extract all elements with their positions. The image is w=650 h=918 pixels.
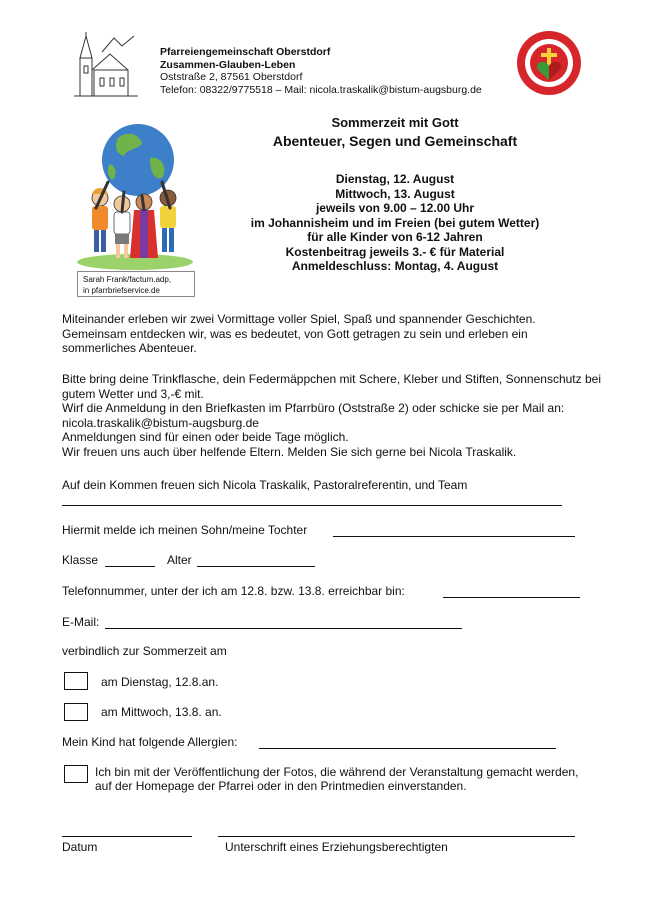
class-label: Klasse — [62, 553, 99, 567]
age-label: Alter — [167, 553, 192, 567]
allergies-label: Mein Kind hat folgende Allergien: — [62, 735, 238, 749]
closing-line: Auf dein Kommen freuen sich Nicola Traskalik, Pastoralreferentin, und Team — [62, 478, 468, 492]
image-credit: Sarah Frank/factum.adp, in pfarrbriefservice.de — [77, 271, 195, 297]
event-subtitle: Abenteuer, Segen und Gemeinschaft — [272, 133, 518, 149]
event-time: jeweils von 9.00 – 12.00 Uhr — [315, 201, 475, 215]
email-label: E-Mail: — [62, 615, 100, 629]
phone-label: Telefonnummer, unter der ich am 12.8. bzw. 13.8. erreichbar bin: — [62, 584, 405, 598]
event-date-2: Mittwoch, 13. August — [335, 186, 455, 201]
event-cost: Kostenbeitrag jeweils 3.- € für Material — [285, 244, 505, 259]
child-name-field[interactable] — [333, 536, 575, 537]
wednesday-checkbox[interactable] — [64, 703, 88, 721]
letterhead — [160, 46, 482, 96]
separator-line — [62, 505, 562, 506]
event-title: Sommerzeit mit Gott — [331, 115, 459, 130]
event-place: im Johannisheim und im Freien (bei gutem Wetter) — [250, 215, 540, 230]
org-name: Pfarreiengemeinschaft Oberstdorf — [160, 46, 331, 58]
age-field[interactable] — [197, 566, 315, 567]
tuesday-option-label: am Dienstag, 12.8.an. — [101, 675, 219, 689]
event-date-1: Dienstag, 12. August — [335, 172, 455, 186]
event-details — [210, 172, 580, 274]
signature-field[interactable] — [218, 836, 575, 837]
phone-field[interactable] — [443, 597, 580, 598]
children-globe-illustration — [70, 120, 200, 270]
parish-logo-icon — [516, 30, 582, 96]
email-field[interactable] — [105, 628, 462, 629]
org-address: Oststraße 2, 87561 Oberstdorf — [160, 71, 303, 83]
date-field[interactable] — [62, 836, 192, 837]
date-label: Datum — [62, 840, 98, 854]
intro-paragraph: Miteinander erleben wir zwei Vormittage voller Spiel, Spaß und spannender Geschichten. Gemeinsam entdecken wir, was es bedeutet, von Gott getragen zu sein und erleben ein sommerliches Abenteuer. — [62, 312, 536, 355]
org-motto: Zusammen-Glauben-Leben — [160, 58, 296, 71]
wednesday-option-label: am Mittwoch, 13.8. an. — [101, 705, 222, 719]
event-deadline: Anmeldeschluss: Montag, 4. August — [291, 259, 499, 273]
tuesday-checkbox[interactable] — [64, 672, 88, 690]
church-sketch-icon — [72, 30, 142, 100]
photo-consent-checkbox[interactable] — [64, 765, 88, 783]
class-field[interactable] — [105, 566, 155, 567]
photo-consent-label: Ich bin mit der Veröffentlichung der Fotos, die während der Veranstaltung gemacht werden, auf der Homepage der Pfarrei oder in den Printmedien einverstanden. — [95, 765, 579, 793]
instructions-paragraph: Bitte bring deine Trinkflasche, dein Federmäppchen mit Schere, Kleber und Stiften, Sonnenschutz bei gutem Wetter und 3,-€ mit. Wirf die Anmeldung in den Briefkasten im Pfarrbüro (Oststraße 2) oder schicke sie per Mail an: nicola.traskalik@bistum-augsburg.de Anmeldungen sind für einen oder beide Tage möglich. Wir freuen uns auch über helfende Eltern. Melden Sie sich gerne bei Nicola Traskalik. — [62, 372, 601, 459]
org-contact: Telefon: 08322/9775518 – Mail: nicola.traskalik@bistum-augsburg.de — [160, 83, 482, 96]
binding-label: verbindlich zur Sommerzeit am — [62, 644, 227, 658]
allergies-field[interactable] — [259, 748, 556, 749]
child-name-label: Hiermit melde ich meinen Sohn/meine Tochter — [62, 523, 308, 537]
event-audience: für alle Kinder von 6-12 Jahren — [307, 230, 483, 244]
signature-label: Unterschrift eines Erziehungsberechtigten — [225, 840, 448, 854]
